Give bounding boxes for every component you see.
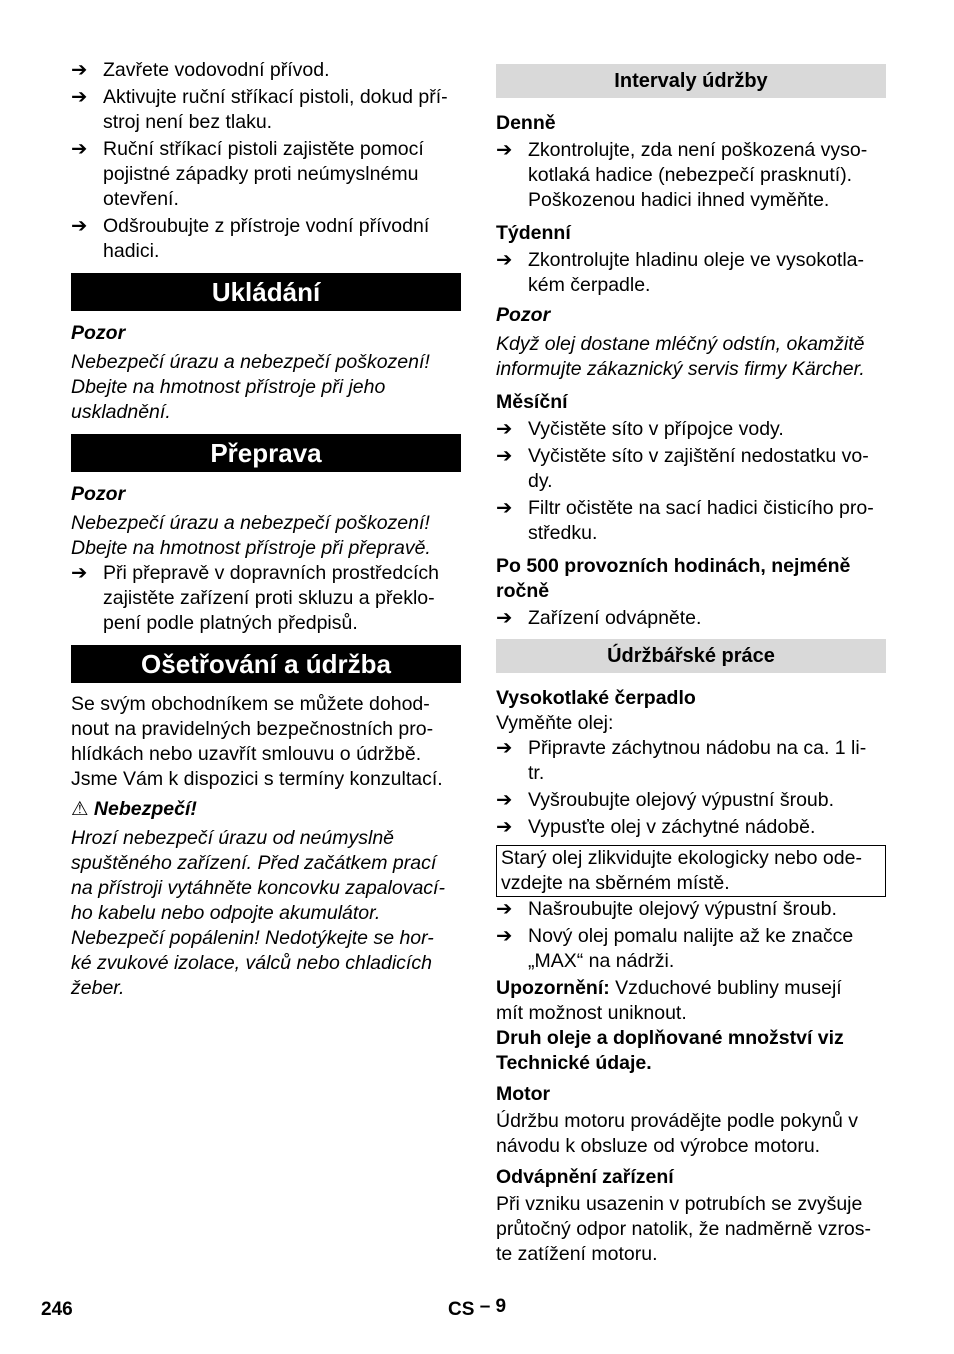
arrow-right-icon: ➔ xyxy=(71,562,88,584)
list-item-text: tr. xyxy=(528,762,545,784)
bullet-list xyxy=(71,58,461,264)
arrow-right-icon: ➔ xyxy=(496,816,513,838)
section-heading-care: Ošetřování a údržba xyxy=(71,645,461,683)
list-item-text: Připravte záchytnou nádobu na ca. 1 li- xyxy=(528,737,867,759)
text-line: uskladnění. xyxy=(71,401,171,423)
text-line: Se svým obchodníkem se můžete dohod- xyxy=(71,693,430,715)
motor-text xyxy=(496,1109,886,1159)
arrow-right-icon: ➔ xyxy=(496,249,513,271)
list-item-text: Ruční stříkací pistoli zajistěte pomocí xyxy=(103,138,424,160)
right-column xyxy=(496,58,886,1267)
bullet-list xyxy=(496,606,886,631)
text-line: Starý olej zlikvidujte ekologicky nebo ode- xyxy=(501,847,862,869)
arrow-right-icon: ➔ xyxy=(496,139,513,161)
text-line: Druh oleje a doplňované množství viz xyxy=(496,1027,844,1049)
caution-text xyxy=(496,332,886,382)
list-item xyxy=(496,897,886,922)
list-item-text: Zkontrolujte, zda není poškozená vyso- xyxy=(528,139,868,161)
list-item-text: hadici. xyxy=(103,240,160,262)
text-line: na přístroji vytáhněte koncovku zapalovací- xyxy=(71,877,445,899)
text-line: ké zvukové izolace, válců nebo chladicích xyxy=(71,952,432,974)
list-item xyxy=(71,214,461,264)
list-item-text: Vypusťte olej v záchytné nádobě. xyxy=(528,816,816,838)
list-item-text: kotlaká hadice (nebezpečí prasknutí). xyxy=(528,164,853,186)
note-label: Upozornění: xyxy=(496,977,610,999)
left-column xyxy=(71,58,461,1001)
caution-text xyxy=(71,511,461,561)
list-item-text: Zařízení odvápněte. xyxy=(528,607,702,629)
danger-label xyxy=(71,797,461,822)
subheading-monthly: Měsíční xyxy=(496,391,568,413)
list-item-text: Vyčistěte síto v přípojce vody. xyxy=(528,418,784,440)
disposal-note-box xyxy=(496,845,886,897)
list-item-text: Filtr očistěte na sací hadici čisticího pro- xyxy=(528,497,874,519)
subheading-motor: Motor xyxy=(496,1083,551,1105)
note-paragraph xyxy=(496,976,886,1001)
list-item-text: Při přepravě v dopravních prostředcích xyxy=(103,562,439,584)
list-item-text: otevření. xyxy=(103,188,179,210)
text-line: ho kabelu nebo odpojte akumulátor. xyxy=(71,902,381,924)
list-item xyxy=(71,58,461,83)
arrow-right-icon: ➔ xyxy=(71,86,88,108)
list-item-text: Zavřete vodovodní přívod. xyxy=(103,59,330,81)
footer-section xyxy=(448,1297,506,1322)
text-line: te zatížení motoru. xyxy=(496,1243,658,1265)
list-item xyxy=(496,606,886,631)
subheading-daily: Denně xyxy=(496,112,556,134)
text-line: ročně xyxy=(496,580,550,602)
list-item-text: Nový olej pomalu nalijte až ke značce xyxy=(528,925,854,947)
text-line: Dbejte na hmotnost přístroje při přepravě. xyxy=(71,537,431,559)
arrow-right-icon: ➔ xyxy=(71,59,88,81)
list-item-text: Aktivujte ruční stříkací pistoli, dokud pří- xyxy=(103,86,448,108)
arrow-right-icon: ➔ xyxy=(71,215,88,237)
subheading-pump: Vysokotlaké čerpadlo xyxy=(496,687,696,709)
footer-section-page: – 9 xyxy=(479,1296,507,1317)
list-item-text: Našroubujte olejový výpustní šroub. xyxy=(528,898,837,920)
text-line: žeber. xyxy=(71,977,125,999)
arrow-right-icon: ➔ xyxy=(496,418,513,440)
list-item-text: zajistěte zařízení proti skluzu a překlo- xyxy=(103,587,435,609)
subheading-500-hours xyxy=(496,554,886,604)
oil-type-note xyxy=(496,1026,886,1076)
warning-icon: ⚠ xyxy=(71,798,89,820)
list-item xyxy=(496,444,886,494)
list-item-text: Odšroubujte z přístroje vodní přívodní xyxy=(103,215,430,237)
descaling-text xyxy=(496,1192,886,1267)
list-item-text: dy. xyxy=(528,470,553,492)
arrow-right-icon: ➔ xyxy=(496,737,513,759)
list-item xyxy=(496,138,886,213)
list-item xyxy=(496,417,886,442)
list-item xyxy=(496,788,886,813)
list-item-text: pojistné západky proti neúmyslnému xyxy=(103,163,419,185)
caution-label: Pozor xyxy=(71,483,126,505)
bullet-list xyxy=(496,138,886,213)
text-line: návodu k obsluze od výrobce motoru. xyxy=(496,1135,821,1157)
note-text: Vzduchové bubliny musejí xyxy=(609,977,842,999)
danger-text xyxy=(71,826,461,1001)
caution-text xyxy=(71,350,461,425)
text-line: Jsme Vám k dispozici s termíny konzultací. xyxy=(71,768,443,790)
footer-lang: CS xyxy=(448,1299,475,1320)
caution-label: Pozor xyxy=(71,322,126,344)
list-item xyxy=(496,248,886,298)
text-line: spuštěného zařízení. Před začátkem prací xyxy=(71,852,437,874)
arrow-right-icon: ➔ xyxy=(496,789,513,811)
text-line: Technické údaje. xyxy=(496,1052,652,1074)
list-item xyxy=(496,924,886,974)
list-item-text: Zkontrolujte hladinu oleje ve vysokotla- xyxy=(528,249,865,271)
text-line: průtočný odpor natolik, že nadměrně vzros- xyxy=(496,1218,872,1240)
text-line: Dbejte na hmotnost přístroje při jeho xyxy=(71,376,386,398)
arrow-right-icon: ➔ xyxy=(496,607,513,629)
list-item xyxy=(71,561,461,636)
text-line: Nebezpečí popálenin! Nedotýkejte se hor- xyxy=(71,927,434,949)
page-number: 246 xyxy=(41,1299,73,1320)
list-item xyxy=(496,815,886,840)
text-line: nout na pravidelných bezpečnostních pro- xyxy=(71,718,434,740)
list-item xyxy=(496,496,886,546)
list-item xyxy=(71,137,461,212)
section-heading-intervals: Intervaly údržby xyxy=(496,64,886,98)
bullet-list xyxy=(496,897,886,974)
list-item-text: Vyčistěte síto v zajištění nedostatku vo- xyxy=(528,445,869,467)
care-intro-text xyxy=(71,692,461,792)
list-item-text: „MAX“ na nádrži. xyxy=(528,950,675,972)
list-item-text: pení podle platných předpisů. xyxy=(103,612,358,634)
text-line: Nebezpečí úrazu a nebezpečí poškození! xyxy=(71,351,430,373)
text-line: Údržbu motoru provádějte podle pokynů v xyxy=(496,1110,859,1132)
section-heading-maintenance-work: Údržbářské práce xyxy=(496,639,886,673)
section-heading-transport: Přeprava xyxy=(71,434,461,472)
text-line: Hrozí nebezpečí úrazu od neúmyslně xyxy=(71,827,395,849)
pump-intro: Vyměňte olej: xyxy=(496,712,614,734)
arrow-right-icon: ➔ xyxy=(496,445,513,467)
bullet-list xyxy=(71,561,461,636)
danger-label-text: Nebezpečí! xyxy=(93,798,197,820)
list-item xyxy=(496,736,886,786)
arrow-right-icon: ➔ xyxy=(496,898,513,920)
text-line: hlídkách nebo uzavřít smlouvu o údržbě. xyxy=(71,743,422,765)
list-item-text: středku. xyxy=(528,522,598,544)
list-item xyxy=(71,85,461,135)
note-text-line: mít možnost uniknout. xyxy=(496,1002,687,1024)
caution-label: Pozor xyxy=(496,304,551,326)
bullet-list xyxy=(496,417,886,546)
list-item-text: Vyšroubujte olejový výpustní šroub. xyxy=(528,789,835,811)
arrow-right-icon: ➔ xyxy=(496,497,513,519)
text-line: informujte zákaznický servis firmy Kärcher. xyxy=(496,358,865,380)
section-heading-storage: Ukládání xyxy=(71,273,461,311)
bullet-list xyxy=(496,736,886,840)
text-line: vzdejte na sběrném místě. xyxy=(501,872,730,894)
subheading-descaling: Odvápnění zařízení xyxy=(496,1166,674,1188)
subheading-weekly: Týdenní xyxy=(496,222,571,244)
text-line: Když olej dostane mléčný odstín, okamžitě xyxy=(496,333,865,355)
text-line: Při vzniku usazenin v potrubích se zvyšuje xyxy=(496,1193,863,1215)
text-line: Nebezpečí úrazu a nebezpečí poškození! xyxy=(71,512,430,534)
arrow-right-icon: ➔ xyxy=(496,925,513,947)
list-item-text: stroj není bez tlaku. xyxy=(103,111,273,133)
list-item-text: Poškozenou hadici ihned vyměňte. xyxy=(528,189,830,211)
list-item-text: kém čerpadle. xyxy=(528,274,651,296)
arrow-right-icon: ➔ xyxy=(71,138,88,160)
text-line: Po 500 provozních hodinách, nejméně xyxy=(496,555,851,577)
bullet-list xyxy=(496,248,886,298)
